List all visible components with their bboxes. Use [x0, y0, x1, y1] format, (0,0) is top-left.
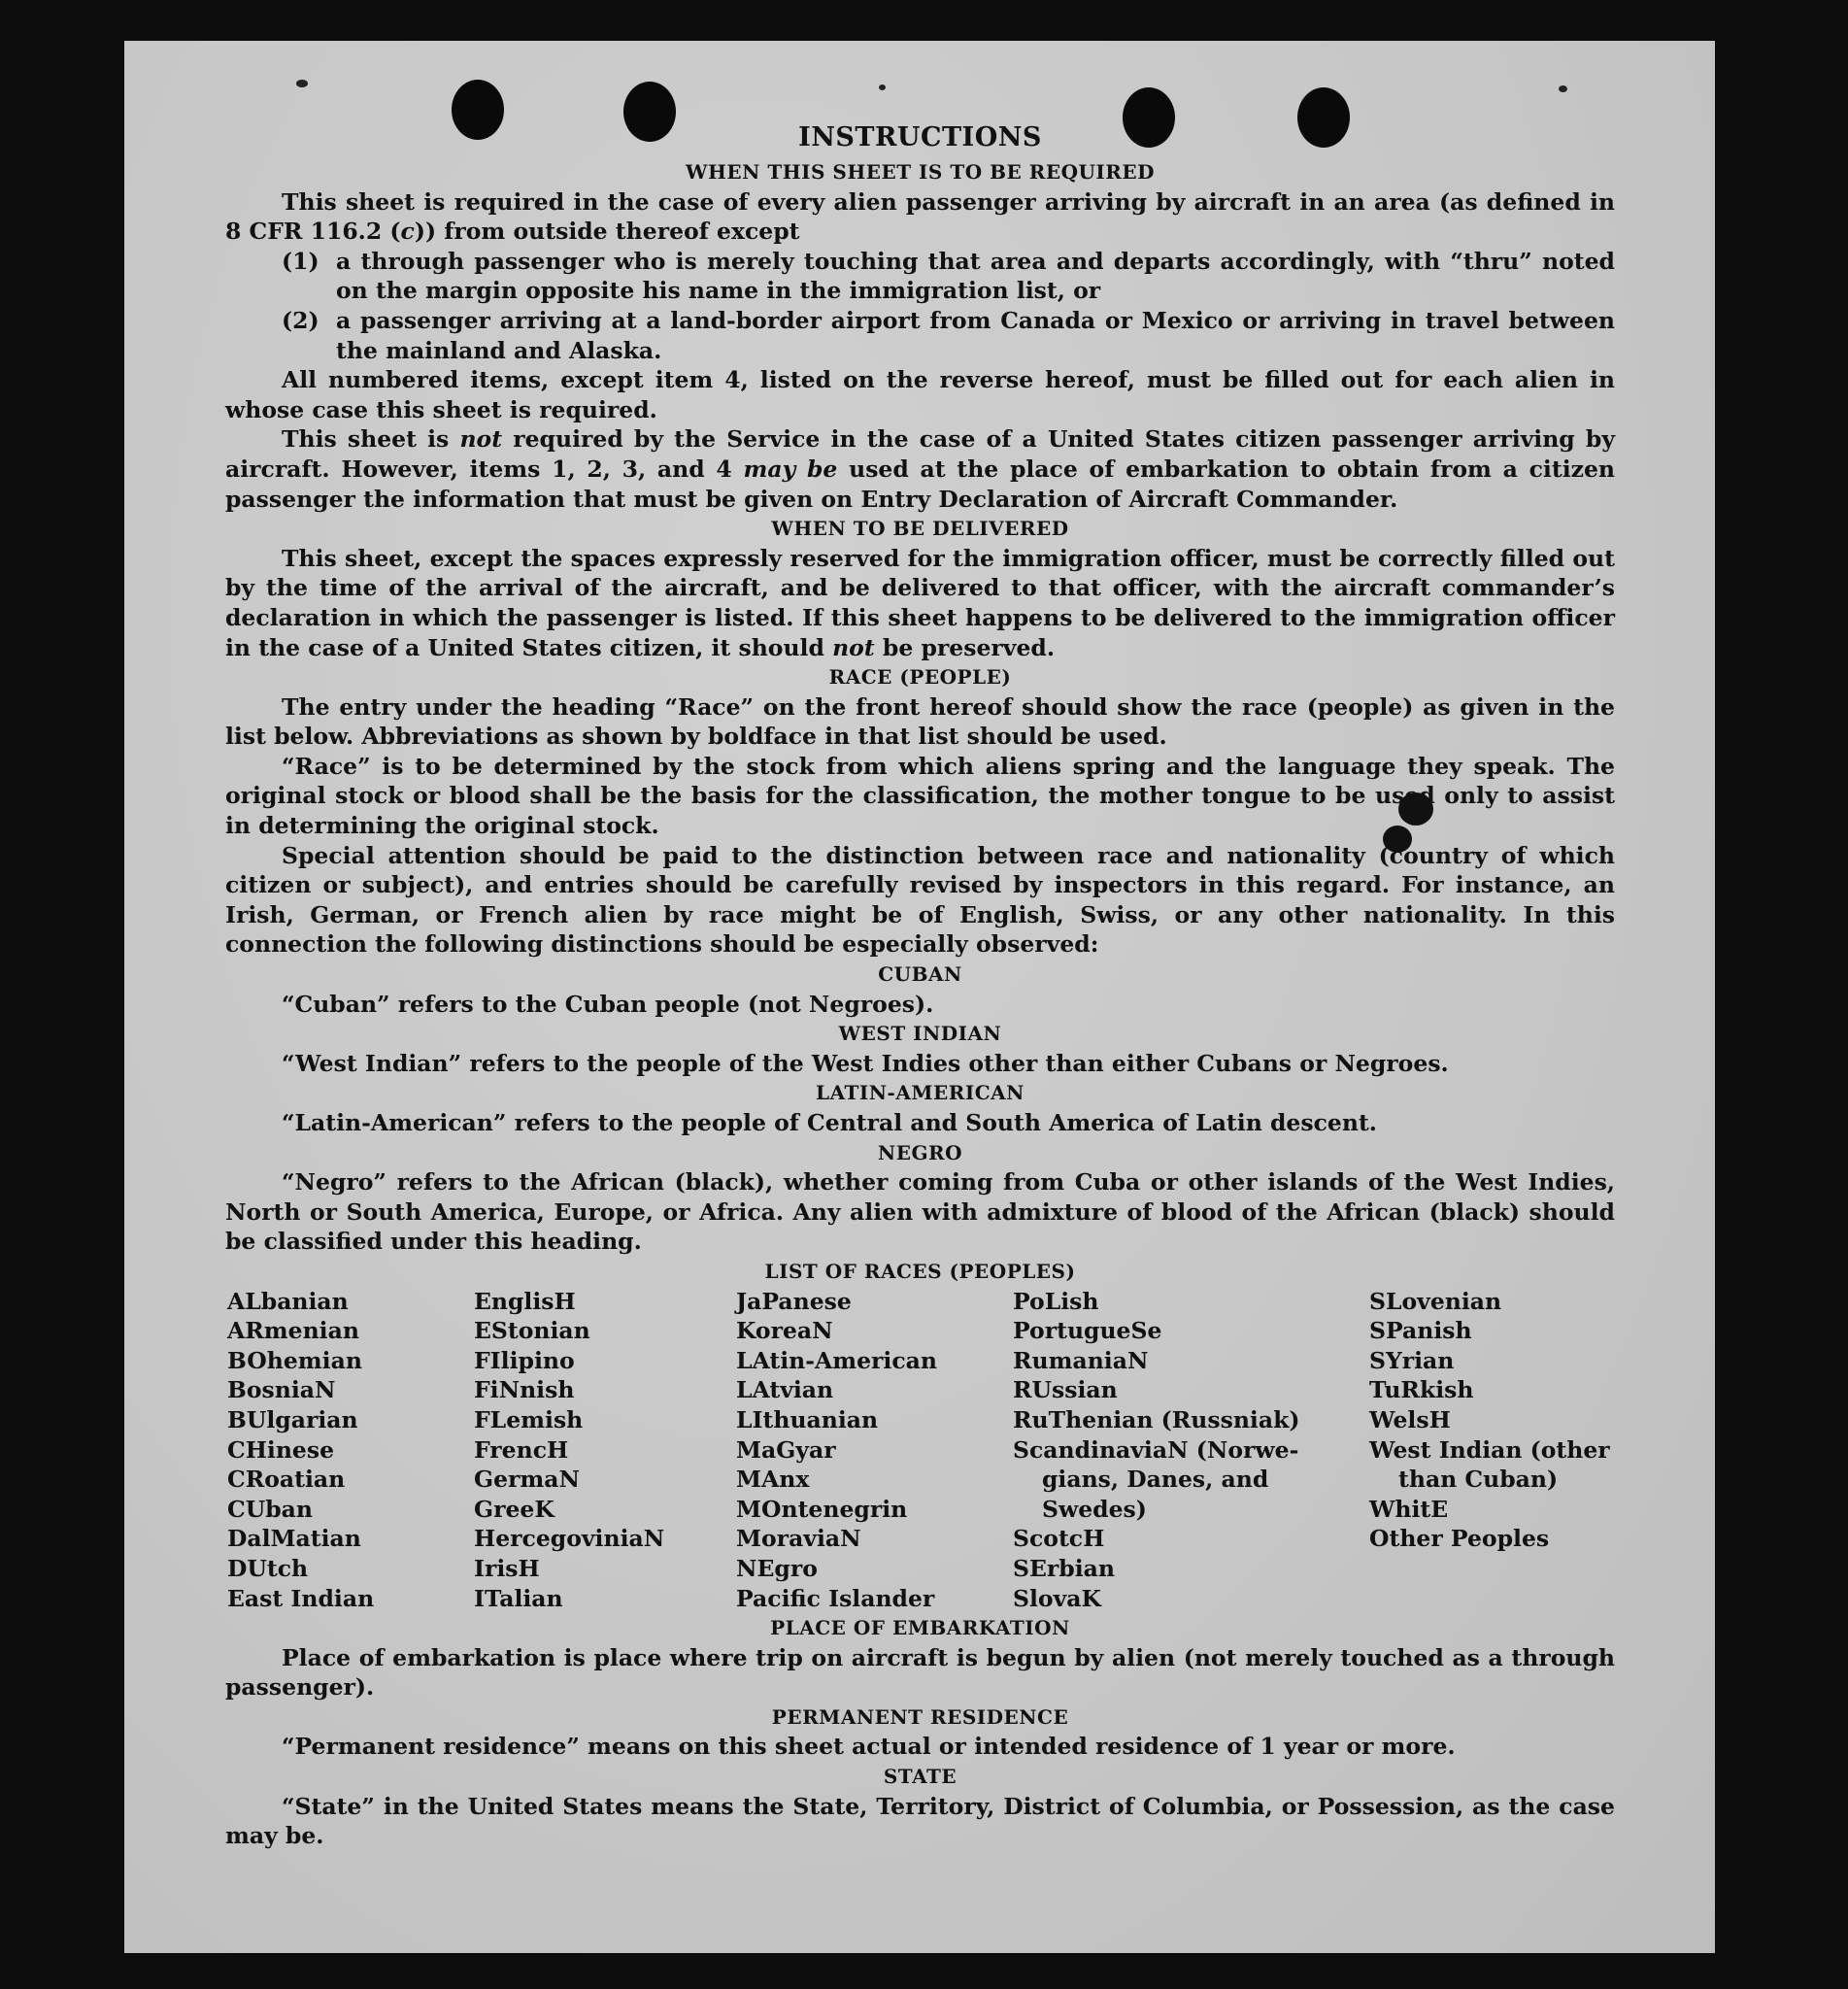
paragraph: “State” in the United States means the State, Territory, District of Columbia, or Possession, as the case may be. [225, 1792, 1615, 1850]
paragraph: “Permanent residence” means on this sheet actual or intended residence of 1 year or more. [282, 1733, 1456, 1761]
text: )) from outside thereof except [414, 218, 800, 246]
race-entry: WelsH [1369, 1405, 1451, 1433]
races-column [736, 1287, 1013, 1614]
paragraph [225, 424, 1615, 514]
heading-latin-american: LATIN-AMERICAN [816, 1081, 1025, 1105]
race-entry: RuThenian (Russniak) [1013, 1405, 1300, 1433]
race-entry: SErbian [1013, 1554, 1115, 1582]
speck [296, 80, 308, 87]
race-entry: ALbanian [227, 1287, 349, 1315]
race-entry: PoLish [1013, 1287, 1099, 1315]
paragraph: “Race” is to be determined by the stock from which aliens spring and the language they speak. The original stock or blood shall be the basis for the classification, the mother tongue to be used only to assist in determining the original stock. [225, 752, 1615, 840]
speck [1559, 85, 1567, 92]
race-entry: BosniaN [227, 1376, 336, 1404]
item-number: (1) [282, 247, 319, 275]
races-column [474, 1287, 736, 1614]
race-entry: Swedes) [1042, 1495, 1147, 1523]
race-entry: FrencH [474, 1435, 569, 1464]
race-entry: IrisH [474, 1554, 540, 1582]
numbered-item [225, 247, 1615, 306]
race-entry: ARmenian [227, 1317, 359, 1345]
item-number: (2) [282, 306, 319, 334]
race-entry: EnglisH [474, 1287, 576, 1315]
race-entry: PortugueSe [1013, 1317, 1162, 1345]
race-entry: DalMatian [227, 1525, 361, 1553]
race-entry: RUssian [1013, 1376, 1118, 1404]
text-italic: c [400, 218, 415, 246]
numbered-item [225, 306, 1615, 365]
text: used at the place of embarkation to obtain from a citizen passenger the information that must be given on Entry Declaration of Aircraft Commander. [225, 455, 1616, 513]
race-entry: than Cuban) [1398, 1466, 1559, 1494]
instructions-content [225, 120, 1615, 1851]
races-column [1369, 1287, 1617, 1614]
race-entry: SlovaK [1013, 1584, 1101, 1612]
race-entry: MOntenegrin [736, 1495, 908, 1523]
text: be preserved. [874, 633, 1056, 661]
race-entry: SYrian [1369, 1346, 1455, 1374]
race-entry: ScandinaviaN (Norwe- [1013, 1435, 1299, 1464]
race-entry: FiNnish [474, 1376, 575, 1404]
paragraph: “Cuban” refers to the Cuban people (not Negroes). [282, 990, 934, 1018]
race-entry: LIthuanian [736, 1405, 879, 1433]
race-entry: DUtch [227, 1554, 309, 1582]
race-entry: Pacific Islander [736, 1584, 935, 1612]
item-text: a passenger arriving at a land-border airport from Canada or Mexico or arriving in travel between the mainland and Alaska. [336, 306, 1615, 364]
race-entry: GreeK [474, 1495, 554, 1523]
race-entry: EStonian [474, 1317, 590, 1345]
text: This sheet is [282, 425, 460, 454]
text-italic: may be [743, 455, 838, 483]
races-column [227, 1287, 474, 1614]
text-italic: not [459, 425, 503, 454]
race-entry: LAtvian [736, 1376, 834, 1404]
race-entry: ScotcH [1013, 1525, 1105, 1553]
paragraph: “West Indian” refers to the people of the West Indies other than either Cubans or Negroes. [282, 1049, 1449, 1077]
race-entry: CHinese [227, 1435, 335, 1464]
paragraph: Place of embarkation is place where trip on aircraft is begun by alien (not merely touched as a through passenger). [225, 1643, 1615, 1702]
race-entry: MaGyar [736, 1435, 836, 1464]
race-entry: MAnx [736, 1466, 810, 1494]
paragraph [225, 187, 1615, 247]
heading-cuban: CUBAN [878, 962, 962, 987]
text-italic: not [832, 633, 875, 661]
race-entry: NEgro [736, 1554, 818, 1582]
race-entry: BUlgarian [227, 1405, 358, 1433]
race-entry: CRoatian [227, 1466, 346, 1494]
paragraph: All numbered items, except item 4, listed on the reverse hereof, must be filled out for each alien in whose case this sheet is required. [225, 366, 1615, 423]
race-entry: HercegoviniaN [474, 1525, 665, 1553]
heading-embarkation: PLACE OF EMBARKATION [770, 1616, 1070, 1640]
race-entry: FLemish [474, 1405, 584, 1433]
race-entry: West Indian (other [1369, 1435, 1610, 1464]
text: required by the Service in the case of a United States citizen passenger arriving by aircraft. However, items 1, 2, 3, and 4 [225, 425, 1615, 483]
paragraph: The entry under the heading “Race” on the front hereof should show the race (people) as given in the list below. Abbreviations as shown by boldface in that list should be used. [225, 692, 1615, 751]
paragraph: Special attention should be paid to the distinction between race and nationality (country of which citizen or subject), and entries should be carefully revised by inspectors in this regard. For instance, an Irish, German, or French alien by race might be of English, Swiss, or any other nationality. In this connection the following distinctions should be especially observed: [225, 841, 1615, 959]
heading-west-indian: WEST INDIAN [838, 1022, 1002, 1046]
race-entry: ITalian [474, 1584, 563, 1612]
paragraph: “Negro” refers to the African (black), whether coming from Cuba or other islands of the West Indies, North or South America, Europe, or Africa. Any alien with admixture of blood of the African (black) should be classified under this heading. [225, 1168, 1615, 1256]
race-entry: SLovenian [1369, 1287, 1502, 1315]
race-entry: WhitE [1369, 1495, 1449, 1523]
races-column [1013, 1287, 1369, 1614]
heading-list-of-races: LIST OF RACES (PEOPLES) [764, 1259, 1076, 1283]
paragraph: “Latin-American” refers to the people of Central and South America of Latin descent. [282, 1109, 1377, 1136]
speck [879, 84, 886, 90]
heading-race: RACE (PEOPLE) [828, 665, 1012, 690]
text: This sheet, except the spaces expressly reserved for the immigration officer, must be correctly filled out by the time of the arrival of the aircraft, and be delivered to that officer, with the aircraft commander’s declaration in which the passenger is listed. If this sheet happens to be delivered to the immigration officer in the case of a United States citizen, it should [225, 544, 1615, 661]
heading-when-delivered: WHEN TO BE DELIVERED [771, 517, 1069, 541]
race-entry: FIlipino [474, 1346, 575, 1374]
heading-when-required: WHEN THIS SHEET IS TO BE REQUIRED [686, 160, 1155, 184]
page-title: INSTRUCTIONS [798, 122, 1042, 152]
race-entry: gians, Danes, and [1042, 1466, 1269, 1494]
heading-state: STATE [883, 1765, 958, 1789]
heading-negro: NEGRO [877, 1140, 963, 1164]
race-entry: KoreaN [736, 1317, 833, 1345]
text: This sheet is required in the case of every alien passenger arriving by aircraft in an area (as defined in 8 CFR 116.2 ( [225, 187, 1615, 246]
race-entry: MoraviaN [736, 1525, 861, 1553]
race-entry: CUban [227, 1495, 313, 1523]
race-entry: LAtin-American [736, 1346, 937, 1374]
races-list [227, 1287, 1615, 1614]
race-entry: TuRkish [1369, 1376, 1474, 1404]
race-entry: SPanish [1369, 1317, 1472, 1345]
race-entry: RumaniaN [1013, 1346, 1149, 1374]
race-entry: BOhemian [227, 1346, 362, 1374]
paragraph [225, 544, 1615, 662]
race-entry: JaPanese [736, 1287, 852, 1315]
race-entry: GermaN [474, 1466, 580, 1494]
race-entry: East Indian [227, 1584, 375, 1612]
race-entry: Other Peoples [1369, 1525, 1550, 1553]
heading-permanent-residence: PERMANENT RESIDENCE [771, 1704, 1069, 1729]
item-text: a through passenger who is merely touching that area and departs accordingly, with “thru” noted on the margin opposite his name in the immigration list, or [336, 247, 1615, 305]
